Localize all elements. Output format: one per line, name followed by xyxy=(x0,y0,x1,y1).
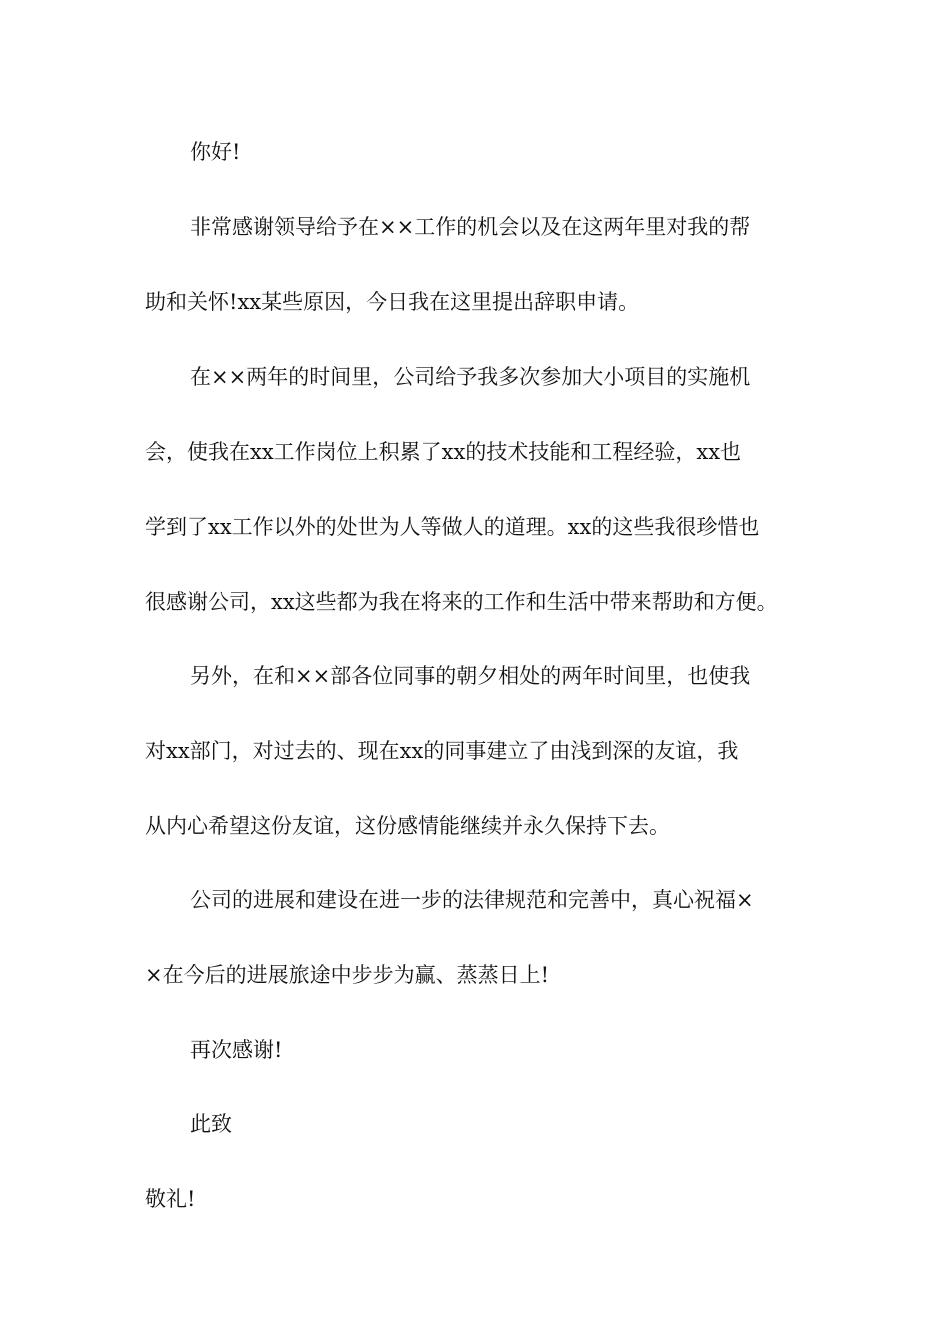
greeting-line: 你好! xyxy=(190,140,241,164)
paragraph-line: 助和关怀!xx某些原因，今日我在这里提出辞职申请。 xyxy=(145,290,640,314)
paragraph-line: ×在今后的进展旅途中步步为赢、蒸蒸日上! xyxy=(145,963,550,987)
paragraph-line: 很感谢公司，xx这些都为我在将来的工作和生活中带来帮助和方便。 xyxy=(145,590,778,614)
closing-line: 此致 xyxy=(190,1112,232,1136)
closing-thanks-line: 再次感谢! xyxy=(190,1038,283,1062)
paragraph-line: 会，使我在xx工作岗位上积累了xx的技术技能和工程经验，xx也 xyxy=(145,440,742,464)
salutation-line: 敬礼! xyxy=(145,1187,196,1211)
paragraph-line: 非常感谢领导给予在××工作的机会以及在这两年里对我的帮 xyxy=(190,215,751,239)
paragraph-line: 在××两年的时间里，公司给予我多次参加大小项目的实施机 xyxy=(190,365,751,389)
paragraph-line: 从内心希望这份友谊，这份感情能继续并永久保持下去。 xyxy=(145,814,670,838)
paragraph-line: 学到了xx工作以外的处世为人等做人的道理。xx的这些我很珍惜也 xyxy=(145,515,760,539)
paragraph-line: 对xx部门，对过去的、现在xx的同事建立了由浅到深的友谊，我 xyxy=(145,739,739,763)
paragraph-line: 公司的进展和建设在进一步的法律规范和完善中，真心祝福× xyxy=(190,888,754,912)
paragraph-line: 另外，在和××部各位同事的朝夕相处的两年时间里，也使我 xyxy=(190,664,751,688)
